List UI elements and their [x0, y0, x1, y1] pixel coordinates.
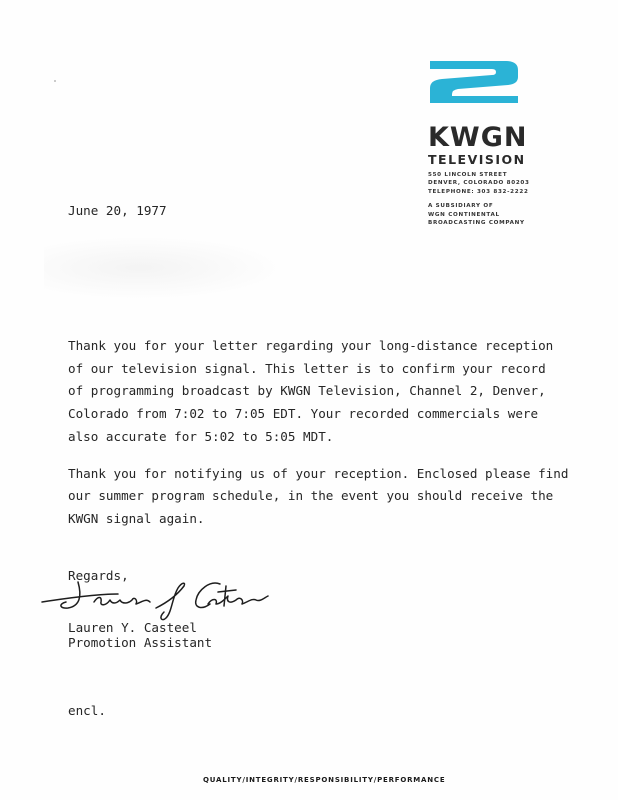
paragraph-2-line: our summer program schedule, in the event you should receive the [68, 488, 554, 504]
address-line1: 550 LINCOLN STREET [428, 172, 508, 178]
subsidiary-line3: BROADCASTING COMPANY [428, 220, 525, 227]
callsign: KWGN [428, 122, 528, 153]
footer-motto: QUALITY/INTEGRITY/RESPONSIBILITY/PERFORMANCE [203, 776, 446, 784]
signer-block [68, 620, 212, 650]
station-type: TELEVISION [428, 152, 526, 167]
paper-speck [54, 80, 56, 82]
paragraph-2-line: Thank you for notifying us of your reception. Enclosed please find [68, 465, 569, 481]
handwritten-signature [38, 572, 278, 624]
subsidiary-line1: A SUBSIDIARY OF [428, 203, 494, 210]
subsidiary-line2: WGN CONTINENTAL [428, 211, 500, 218]
paper-smudge [44, 236, 284, 300]
paragraph-2 [68, 463, 588, 531]
telephone: TELEPHONE: 303 832-2222 [428, 188, 529, 195]
paragraph-1-line: Colorado from 7:02 to 7:05 EDT. Your recorded commercials were [68, 406, 539, 422]
letter-date: June 20, 1977 [68, 203, 167, 218]
paragraph-1-line: Thank you for your letter regarding your long-distance reception [68, 338, 554, 353]
paragraph-1-line: also accurate for 5:02 to 5:05 MDT. [68, 428, 334, 444]
paragraph-1-line: of programming broadcast by KWGN Television, Channel 2, Denver, [68, 383, 546, 399]
channel-2-logo-icon [428, 58, 520, 104]
signer-title: Promotion Assistant [68, 635, 213, 650]
station-address [428, 171, 558, 227]
letter-body [68, 335, 588, 545]
paragraph-2-line: KWGN signal again. [68, 510, 205, 526]
paragraph-1-line: of our television signal. This letter is to confirm your record [68, 360, 546, 376]
address-line2: DENVER, COLORADO 80203 [428, 180, 530, 187]
closing: Regards, [68, 568, 129, 583]
paragraph-1 [68, 335, 588, 449]
signer-name: Lauren Y. Casteel [68, 620, 197, 635]
station-name [428, 124, 527, 168]
enclosure-note: encl. [68, 703, 106, 718]
